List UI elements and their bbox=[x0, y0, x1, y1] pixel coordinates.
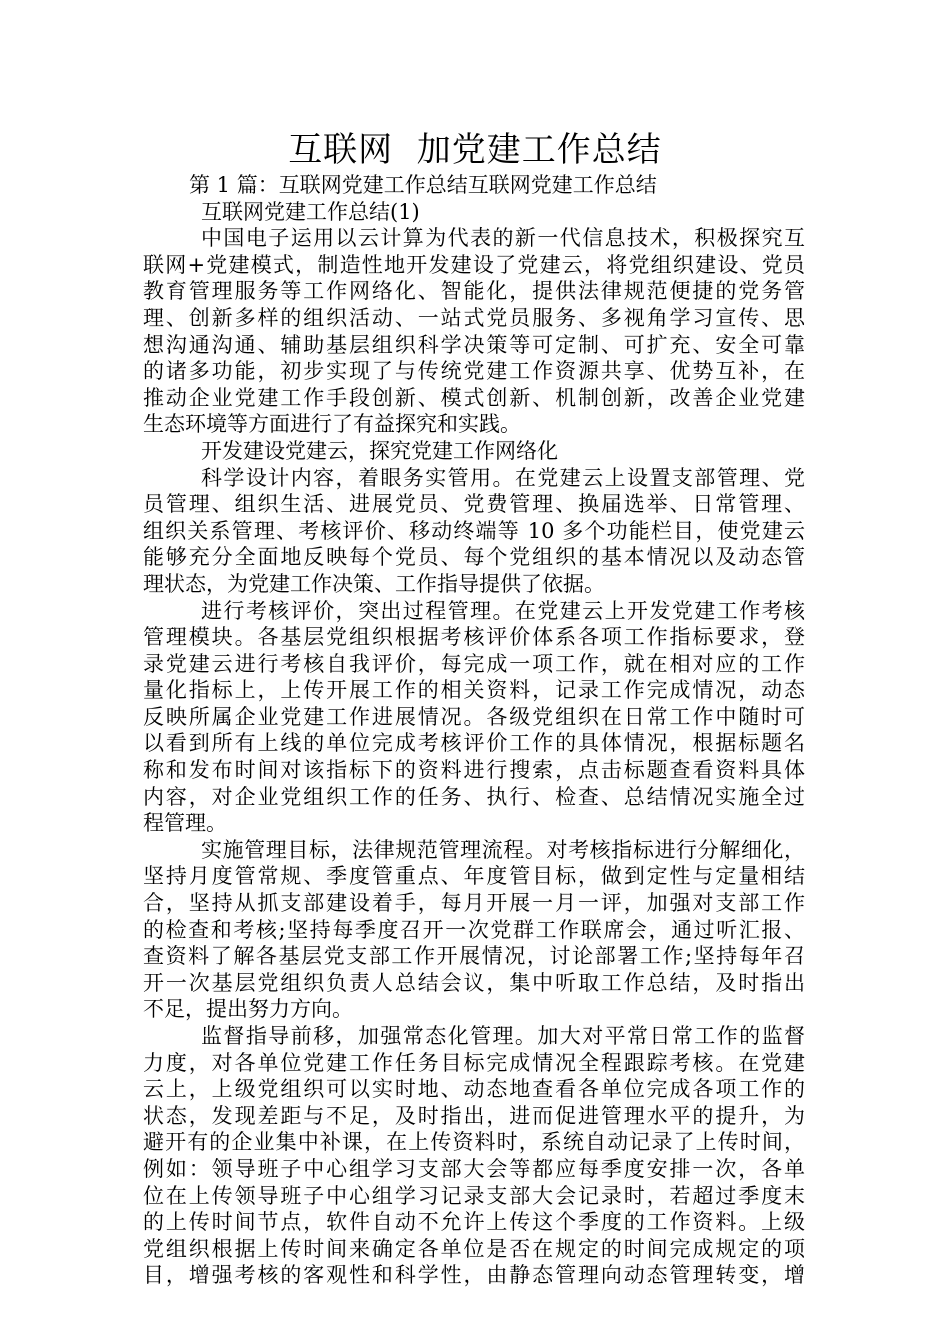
body-line: 反映所属企业党建工作进展情况。各级党组织在日常工作中随时可 bbox=[143, 704, 805, 729]
section-heading: 互联网党建工作总结(1) bbox=[201, 199, 420, 224]
body-line: 避开有的企业集中补课，在上传资料时，系统自动记录了上传时间， bbox=[143, 1130, 805, 1155]
document-title: 互联网 加党建工作总结 bbox=[288, 130, 662, 170]
body-line: 的上传时间节点，软件自动不允许上传这个季度的工作资料。上级 bbox=[143, 1210, 805, 1235]
body-line: 能够充分全面地反映每个党员、每个党组织的基本情况以及动态管 bbox=[143, 545, 805, 570]
body-line: 生态环境等方面进行了有益探究和实践。 bbox=[143, 412, 521, 437]
body-line: 不足，提出努力方向。 bbox=[143, 997, 353, 1022]
chapter-heading: 第 1 篇：互联网党建工作总结互联网党建工作总结 bbox=[189, 173, 657, 197]
body-line: 想沟通沟通、辅助基层组织科学决策等可定制、可扩充、安全可靠 bbox=[143, 332, 805, 357]
body-line: 录党建云进行考核自我评价，每完成一项工作，就在相对应的工作 bbox=[143, 651, 805, 676]
body-line: 状态，发现差距与不足，及时指出，进而促进管理水平的提升，为 bbox=[143, 1103, 805, 1128]
body-line: 联网+党建模式，制造性地开发建设了党建云，将党组织建设、党员 bbox=[143, 252, 805, 277]
body-line: 查资料了解各基层党支部工作开展情况，讨论部署工作;坚持每年召 bbox=[143, 944, 805, 969]
body-line: 推动企业党建工作手段创新、模式创新、机制创新，改善企业党建 bbox=[143, 385, 805, 410]
body-line: 力度，对各单位党建工作任务目标完成情况全程跟踪考核。在党建 bbox=[143, 1050, 805, 1075]
body-line: 程管理。 bbox=[143, 811, 227, 836]
body-line: 理状态，为党建工作决策、工作指导提供了依据。 bbox=[143, 571, 605, 596]
body-line: 进行考核评价，突出过程管理。在党建云上开发党建工作考核 bbox=[201, 598, 805, 623]
body-line: 教育管理服务等工作网络化、智能化，提供法律规范便捷的党务管 bbox=[143, 279, 805, 304]
body-line: 实施管理目标，法律规范管理流程。对考核指标进行分解细化， bbox=[201, 837, 805, 862]
body-line: 位在上传领导班子中心组学习记录支部大会记录时，若超过季度末 bbox=[143, 1183, 805, 1208]
body-line: 例如：领导班子中心组学习支部大会等都应每季度安排一次，各单 bbox=[143, 1156, 805, 1181]
body-line: 合，坚持从抓支部建设着手，每月开展一月一评，加强对支部工作 bbox=[143, 891, 805, 916]
body-line: 的诸多功能，初步实现了与传统党建工作资源共享、优势互补，在 bbox=[143, 359, 805, 384]
body-line: 党组织根据上传时间来确定各单位是否在规定的时间完成规定的项 bbox=[143, 1236, 805, 1261]
body-line: 云上，上级党组织可以实时地、动态地查看各单位完成各项工作的 bbox=[143, 1077, 805, 1102]
body-line: 称和发布时间对该指标下的资料进行搜索，点击标题查看资料具体 bbox=[143, 758, 805, 783]
body-line: 目，增强考核的客观性和科学性，由静态管理向动态管理转变，增 bbox=[143, 1263, 805, 1288]
body-line: 以看到所有上线的单位完成考核评价工作的具体情况，根据标题名 bbox=[143, 731, 805, 756]
body-line: 坚持月度管常规、季度管重点、年度管目标，做到定性与定量相结 bbox=[143, 864, 805, 889]
body-line: 理、创新多样的组织活动、一站式党员服务、多视角学习宣传、思 bbox=[143, 305, 805, 330]
body-line: 量化指标上，上传开展工作的相关资料，记录工作完成情况，动态 bbox=[143, 678, 805, 703]
body-line: 管理模块。各基层党组织根据考核评价体系各项工作指标要求，登 bbox=[143, 625, 805, 650]
body-line: 监督指导前移，加强常态化管理。加大对平常日常工作的监督 bbox=[201, 1024, 805, 1048]
document-body bbox=[143, 172, 805, 1289]
subsection-heading: 开发建设党建云，探究党建工作网络化 bbox=[201, 438, 558, 463]
body-line: 员管理、组织生活、进展党员、党费管理、换届选举、日常管理、 bbox=[143, 492, 805, 517]
body-line: 科学设计内容，着眼务实管用。在党建云上设置支部管理、党 bbox=[201, 465, 805, 490]
body-line: 开一次基层党组织负责人总结会议，集中听取工作总结，及时指出 bbox=[143, 970, 805, 995]
body-line: 的检查和考核;坚持每季度召开一次党群工作联席会，通过听汇报、 bbox=[143, 917, 805, 942]
body-line: 组织关系管理、考核评价、移动终端等 10 多个功能栏目，使党建云 bbox=[143, 518, 805, 543]
body-line: 中国电子运用以云计算为代表的新一代信息技术，积极探究互 bbox=[201, 226, 805, 251]
body-line: 内容，对企业党组织工作的任务、执行、检查、总结情况实施全过 bbox=[143, 784, 805, 809]
